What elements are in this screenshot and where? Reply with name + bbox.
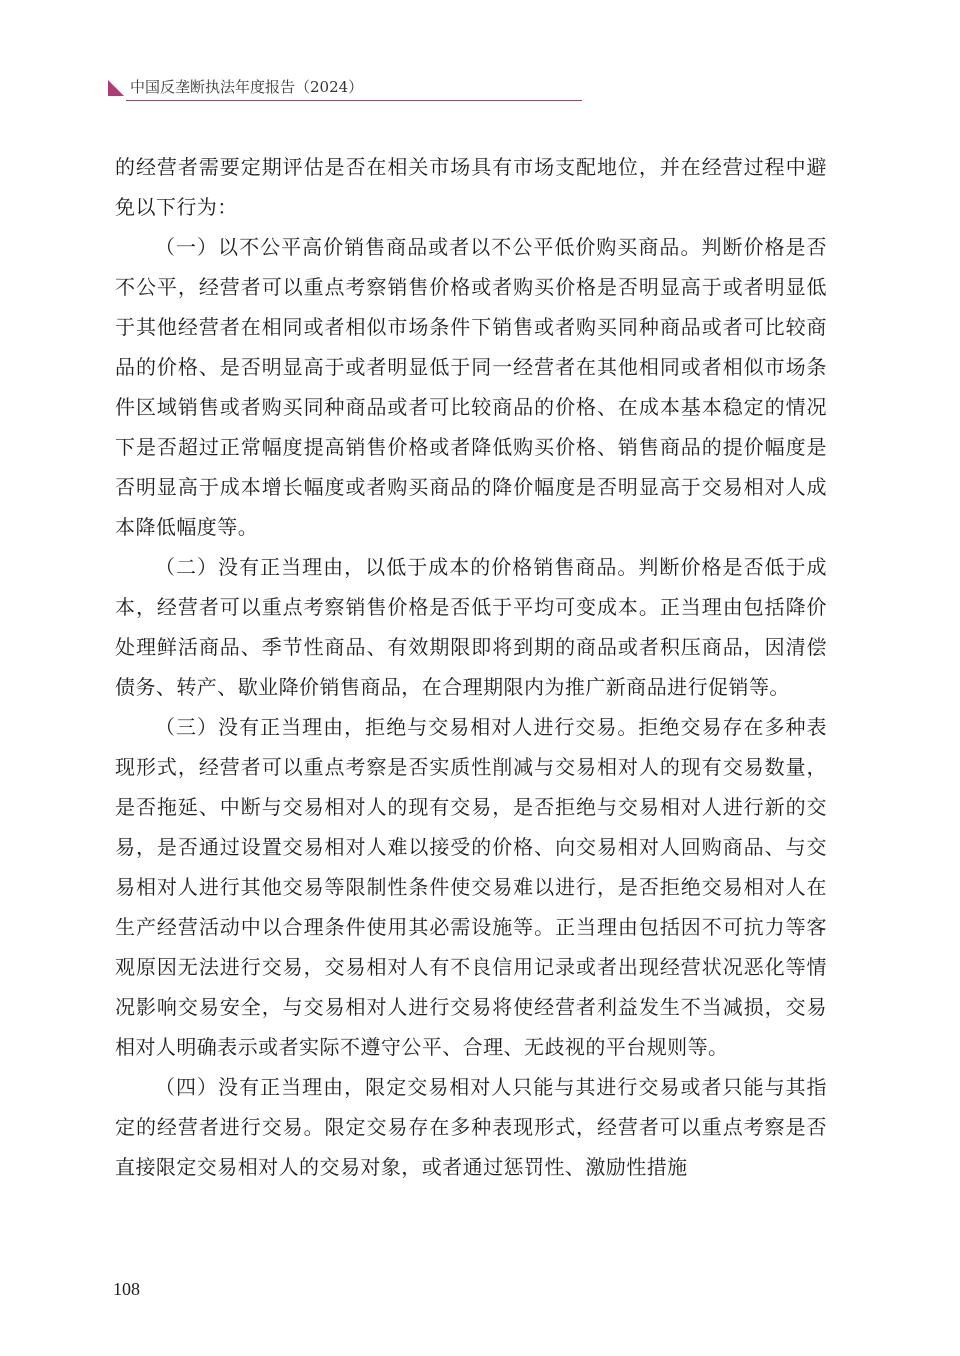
body-text — [115, 147, 827, 1187]
header-title: 中国反垄断执法年度报告（2024） — [130, 78, 364, 96]
header-rule — [126, 100, 582, 101]
paragraph-continuation: 的经营者需要定期评估是否在相关市场具有市场支配地位，并在经营过程中避免以下行为： — [115, 155, 827, 219]
paragraph-item-2: （二）没有正当理由，以低于成本的价格销售商品。判断价格是否低于成本，经营者可以重点考察销售价格是否低于平均可变成本。正当理由包括降价处理鲜活商品、季节性商品、有效期限即将到期的商品或者积压商品，因清偿债务、转产、歇业降价销售商品，在合理期限内为推广新商品进行促销等。 — [115, 555, 827, 699]
triangle-marker-icon — [108, 80, 124, 96]
paragraph-item-4: （四）没有正当理由，限定交易相对人只能与其进行交易或者只能与其指定的经营者进行交易。限定交易存在多种表现形式，经营者可以重点考察是否直接限定交易相对人的交易对象，或者通过惩罚性、激励性措施 — [115, 1075, 827, 1179]
paragraph-item-1: （一）以不公平高价销售商品或者以不公平低价购买商品。判断价格是否不公平，经营者可以重点考察销售价格或者购买价格是否明显高于或者明显低于其他经营者在相同或者相似市场条件下销售或者购买同种商品或者可比较商品的价格、是否明显高于或者明显低于同一经营者在其他相同或者相似市场条件区域销售或者购买同种商品或者可比较商品的价格、在成本基本稳定的情况下是否超过正常幅度提高销售价格或者降低购买价格、销售商品的提价幅度是否明显高于成本增长幅度或者购买商品的降价幅度是否明显高于交易相对人成本降低幅度等。 — [115, 235, 827, 539]
paragraph-item-3: （三）没有正当理由，拒绝与交易相对人进行交易。拒绝交易存在多种表现形式，经营者可以重点考察是否实质性削减与交易相对人的现有交易数量，是否拖延、中断与交易相对人的现有交易，是否拒绝与交易相对人进行新的交易，是否通过设置交易相对人难以接受的价格、向交易相对人回购商品、与交易相对人进行其他交易等限制性条件使交易难以进行，是否拒绝交易相对人在生产经营活动中以合理条件使用其必需设施等。正当理由包括因不可抗力等客观原因无法进行交易，交易相对人有不良信用记录或者出现经营状况恶化等情况影响交易安全，与交易相对人进行交易将使经营者利益发生不当减损，交易相对人明确表示或者实际不遵守公平、合理、无歧视的平台规则等。 — [115, 715, 827, 1059]
page-number: 108 — [113, 1279, 140, 1299]
running-header — [108, 76, 582, 102]
